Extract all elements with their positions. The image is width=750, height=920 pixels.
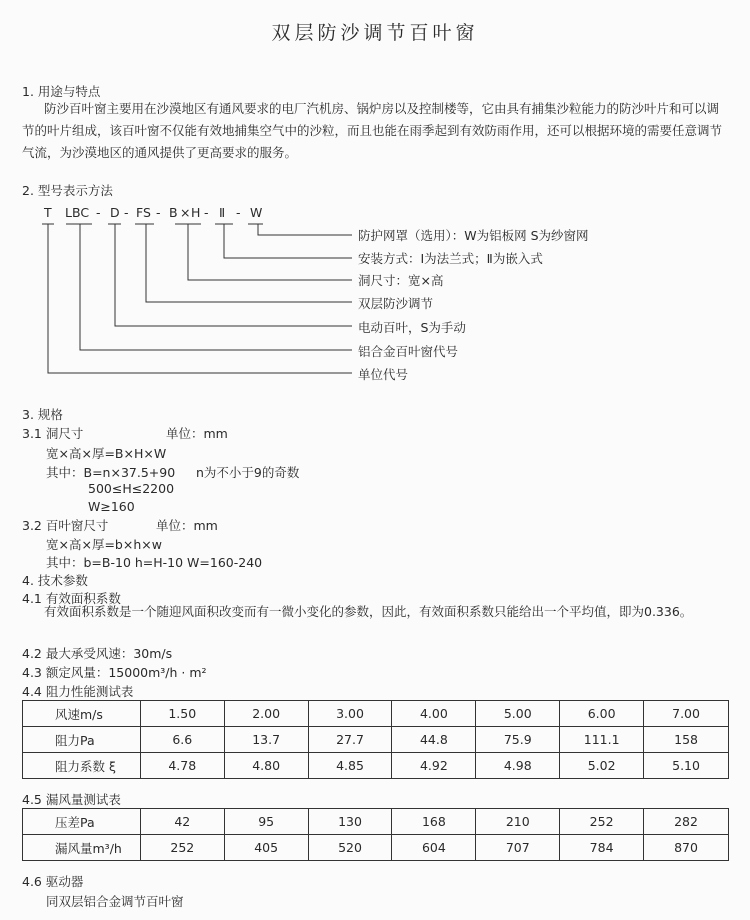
table-cell: 42 [140, 809, 224, 835]
subsection-4-1-paragraph [22, 601, 742, 623]
table-cell: 漏风量m³/h [23, 835, 141, 861]
depth-condition: W≥160 [88, 499, 135, 514]
table-cell: 4.85 [308, 753, 392, 779]
code-sep: - [96, 205, 101, 220]
height-range: 500≤H≤2200 [88, 481, 175, 496]
table-cell: 风速m/s [23, 701, 141, 727]
table-cell: 95 [224, 809, 308, 835]
code-part-lbc: LBC [65, 205, 90, 220]
subsection-3-1-unit: 单位：mm [166, 426, 228, 441]
table-cell: 604 [392, 835, 476, 861]
table-row [23, 835, 729, 861]
table-cell: 3.00 [308, 701, 392, 727]
subsection-4-2-title: 4.2 最大承受风速：30m/s [22, 646, 173, 661]
table-cell: 4.80 [224, 753, 308, 779]
code-part-install: Ⅱ [219, 205, 226, 220]
code-sep: - [204, 205, 209, 220]
subsection-4-1-title: 4.1 有效面积系数 [22, 591, 121, 606]
code-sep: - [236, 205, 241, 220]
table-cell: 5.10 [644, 753, 729, 779]
table-cell: 27.7 [308, 727, 392, 753]
table-cell: 44.8 [392, 727, 476, 753]
n-condition: n为不小于9的奇数 [196, 465, 300, 480]
code-label-opening: 洞尺寸：宽×高 [358, 273, 444, 288]
table-row [23, 727, 729, 753]
table-cell: 阻力系数 ξ [23, 753, 141, 779]
subsection-3-1-title: 3.1 洞尺寸 [22, 426, 84, 441]
table-cell: 75.9 [476, 727, 560, 753]
table-cell: 2.00 [224, 701, 308, 727]
table-cell: 168 [392, 809, 476, 835]
section-4-heading: 4. 技术参数 [22, 573, 88, 588]
subsection-4-3-title: 4.3 额定风量：15000m³/h · m² [22, 665, 207, 680]
table-cell: 1.50 [140, 701, 224, 727]
leakage-test-table [22, 808, 729, 861]
table-cell: 4.00 [392, 701, 476, 727]
code-part-d: D [110, 205, 120, 220]
table-cell: 784 [560, 835, 644, 861]
table-cell: 111.1 [560, 727, 644, 753]
table-cell: 6.00 [560, 701, 644, 727]
code-label-electric: 电动百叶，S为手动 [358, 320, 466, 335]
code-part-b: B [169, 205, 178, 220]
table-cell: 252 [560, 809, 644, 835]
table-cell: 6.6 [140, 727, 224, 753]
subsection-4-5-title: 4.5 漏风量测试表 [22, 792, 121, 807]
code-part-w: W [250, 205, 263, 220]
subsection-4-1-text: 有效面积系数是一个随迎风面积改变而有一微小变化的参数，因此，有效面积系数只能给出一个平均值，即为0.336。 [44, 604, 693, 619]
table-cell: 130 [308, 809, 392, 835]
table-cell: 405 [224, 835, 308, 861]
subsection-3-2-unit: 单位：mm [156, 518, 218, 533]
section-2-heading: 2. 型号表示方法 [22, 183, 113, 198]
subsection-3-2-title: 3.2 百叶窗尺寸 [22, 518, 109, 533]
table-cell: 4.92 [392, 753, 476, 779]
table-cell: 阻力Pa [23, 727, 141, 753]
code-sep: × [180, 205, 191, 220]
table-cell: 7.00 [644, 701, 729, 727]
table-cell: 210 [476, 809, 560, 835]
table-cell: 压差Pa [23, 809, 141, 835]
resistance-test-table [22, 700, 729, 779]
code-label-aluminum: 铝合金百叶窗代号 [358, 344, 459, 359]
table-cell: 5.00 [476, 701, 560, 727]
code-sep: - [124, 205, 129, 220]
actuator-note: 同双层铝合金调节百叶窗 [46, 894, 184, 909]
table-row [23, 701, 729, 727]
table-cell: 4.78 [140, 753, 224, 779]
table-cell: 870 [644, 835, 729, 861]
width-formula: 其中：B=n×37.5+90 [46, 465, 176, 480]
code-sep: - [156, 205, 161, 220]
section-1-heading: 1. 用途与特点 [22, 84, 101, 99]
code-label-install: 安装方式：Ⅰ为法兰式；Ⅱ为嵌入式 [358, 251, 543, 266]
code-part-fs: FS [136, 205, 151, 220]
table-row [23, 753, 729, 779]
table-cell: 282 [644, 809, 729, 835]
subsection-4-6-title: 4.6 驱动器 [22, 874, 84, 889]
table-cell: 158 [644, 727, 729, 753]
code-part-h: H [191, 205, 201, 220]
code-label-double-layer: 双层防沙调节 [358, 296, 434, 311]
table-cell: 4.98 [476, 753, 560, 779]
section-1-text: 防沙百叶窗主要用在沙漠地区有通风要求的电厂汽机房、锅炉房以及控制楼等，它由具有捕集沙粒能力的防沙叶片和可以调节的叶片组成，该百叶窗不仅能有效地捕集空气中的沙粒，而且也能在雨季起到有效防雨作用，还可以根据环境的需要任意调节气流，为沙漠地区的通风提供了更高要求的服务。 [22, 101, 723, 160]
code-part-t: T [44, 205, 52, 220]
louver-dimensions: 其中：b=B-10 h=H-10 W=160-240 [46, 555, 263, 570]
code-label-mesh: 防护网罩（选用）：W为铝板网 S为纱窗网 [358, 228, 589, 243]
table-row [23, 809, 729, 835]
table-cell: 520 [308, 835, 392, 861]
table-cell: 5.02 [560, 753, 644, 779]
opening-formula: 宽×高×厚=B×H×W [46, 446, 167, 461]
subsection-4-4-title: 4.4 阻力性能测试表 [22, 684, 134, 699]
table-cell: 707 [476, 835, 560, 861]
table-cell: 13.7 [224, 727, 308, 753]
code-label-unit: 单位代号 [358, 367, 409, 382]
louver-formula: 宽×高×厚=b×h×w [46, 537, 162, 552]
table-cell: 252 [140, 835, 224, 861]
page-title: 双层防沙调节百叶窗 [271, 22, 479, 44]
section-3-heading: 3. 规格 [22, 407, 63, 422]
